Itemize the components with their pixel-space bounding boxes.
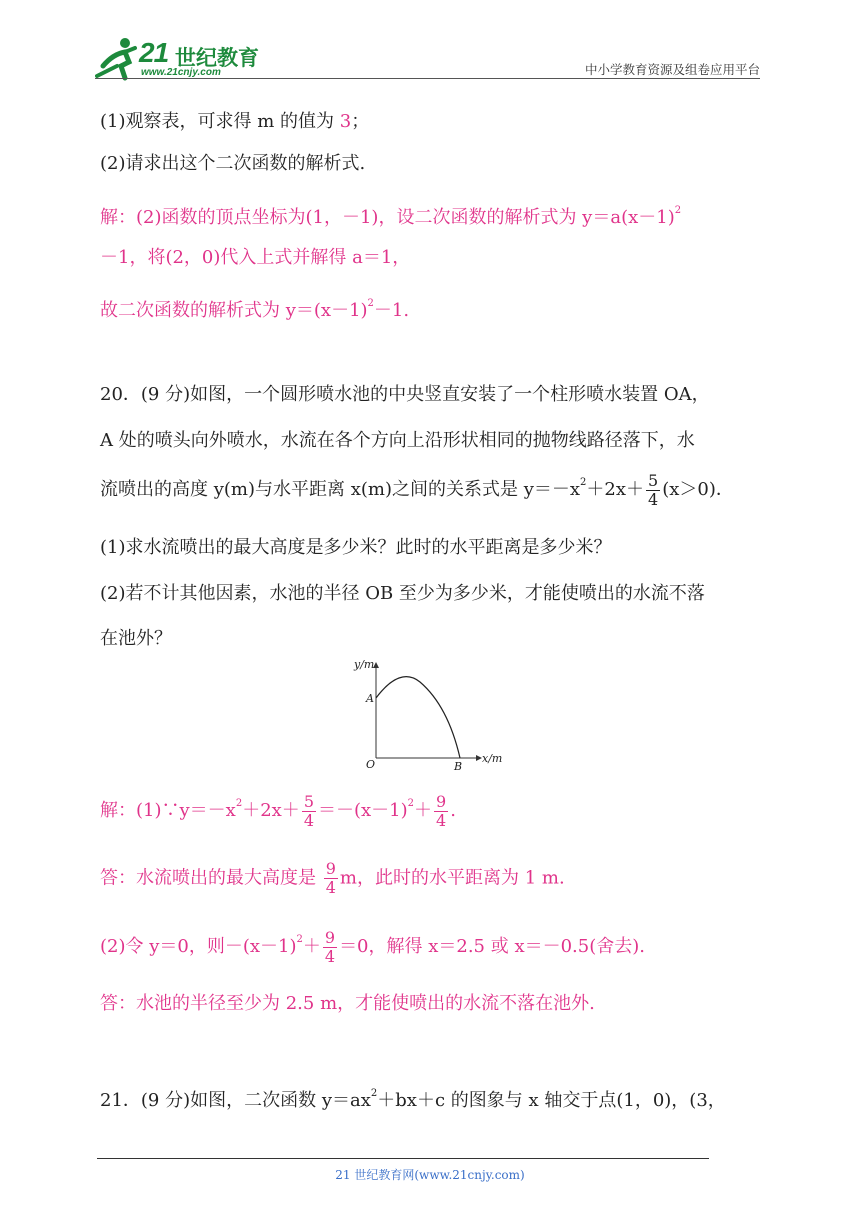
q19-part2: (2)请求出这个二次函数的解析式. bbox=[100, 153, 366, 174]
point-b-label: B bbox=[454, 760, 463, 773]
page-header bbox=[95, 34, 760, 84]
q20-part1: (1)求水流喷出的最大高度是多少米？此时的水平距离是多少米？ bbox=[100, 537, 612, 558]
header-divider bbox=[95, 78, 760, 79]
q21-stem-line1: 21．(9 分)如图，二次函数 $y=ax^2+bx+c$ 的图象与 x 轴交于点(1，0)，(3， bbox=[100, 1088, 726, 1111]
logo-url: www.21cnjy.com bbox=[141, 67, 221, 78]
page-footer: 21 世纪教育网(www.21cnjy.com) bbox=[335, 1168, 525, 1182]
q19-solution-line3: 故二次函数的解析式为 $y=(x-1)^2-1$. bbox=[100, 298, 410, 321]
q20-part2-line1: (2)若不计其他因素，水池的半径 OB 至少为多少米，才能使喷出的水流不落 bbox=[100, 583, 705, 604]
q19-part1: (1)观察表，可求得 m 的值为 3； bbox=[100, 111, 370, 132]
q20-solution2: (2)令 y＝0，则$-(x-1)^2+$ $\frac{9}{4}$ ＝0，解得 x＝2.5 或 x＝－0.5(舍去). bbox=[100, 927, 645, 966]
y-axis-label: y/m bbox=[354, 658, 375, 671]
q20-stem-line2: A 处的喷头向外喷水，水流在各个方向上沿形状相同的抛物线路径落下，水 bbox=[100, 430, 695, 451]
point-a-label: A bbox=[366, 692, 374, 705]
q20-solution1: 解：$(1)\because y=-x^2+2x+$ $\frac{5}{4}$ $=-(x-1)^2+$ $\frac{9}{4}$ . bbox=[100, 791, 456, 830]
logo-text: 世纪教育 bbox=[175, 46, 259, 70]
q19-solution-line2: －1，将(2，0)代入上式并解得 a＝1， bbox=[100, 247, 411, 268]
q19-solution-line1: 解：(2)函数的顶点坐标为(1，－1)，设二次函数的解析式为 $y=a(x-1)^2$ bbox=[100, 205, 682, 228]
footer-divider bbox=[97, 1158, 709, 1159]
q20-stem-line1: 20．(9 分)如图，一个圆形喷水池的中央竖直安装了一个柱形喷水装置 OA， bbox=[100, 384, 710, 405]
fraction-9-4: $\frac{9}{4}$ bbox=[436, 791, 447, 830]
q20-part2-line2: 在池外？ bbox=[100, 628, 172, 649]
fraction-9-4: $\frac{9}{4}$ bbox=[325, 859, 336, 897]
q20-answer1: 答：水流喷出的最大高度是 $\frac{9}{4}$ m，此时的水平距离为 1 m. bbox=[100, 859, 565, 897]
x-axis-label: x/m bbox=[482, 752, 503, 765]
logo-number: 21 bbox=[139, 37, 169, 68]
header-platform-text: 中小学教育资源及组卷应用平台 bbox=[584, 62, 760, 77]
q19-part1-answer: 3 bbox=[339, 111, 352, 132]
point-o-label: O bbox=[366, 758, 376, 771]
site-logo bbox=[95, 34, 295, 84]
q20-answer2: 答：水池的半径至少为 2.5 m，才能使喷出的水流不落在池外. bbox=[100, 993, 595, 1014]
fraction-5-4: $\frac{5}{4}$ bbox=[648, 470, 659, 509]
fountain-graph bbox=[340, 658, 510, 778]
runner-icon bbox=[95, 36, 139, 82]
fraction-9-4: $\frac{9}{4}$ bbox=[324, 927, 336, 966]
q20-stem-line3: 流喷出的高度 y(m)与水平距离 x(m)之间的关系式是 $y=-x^2+2x+$ $\frac{5}{4}$ (x＞0)． bbox=[100, 470, 734, 509]
fraction-5-4: $\frac{5}{4}$ bbox=[303, 791, 314, 830]
